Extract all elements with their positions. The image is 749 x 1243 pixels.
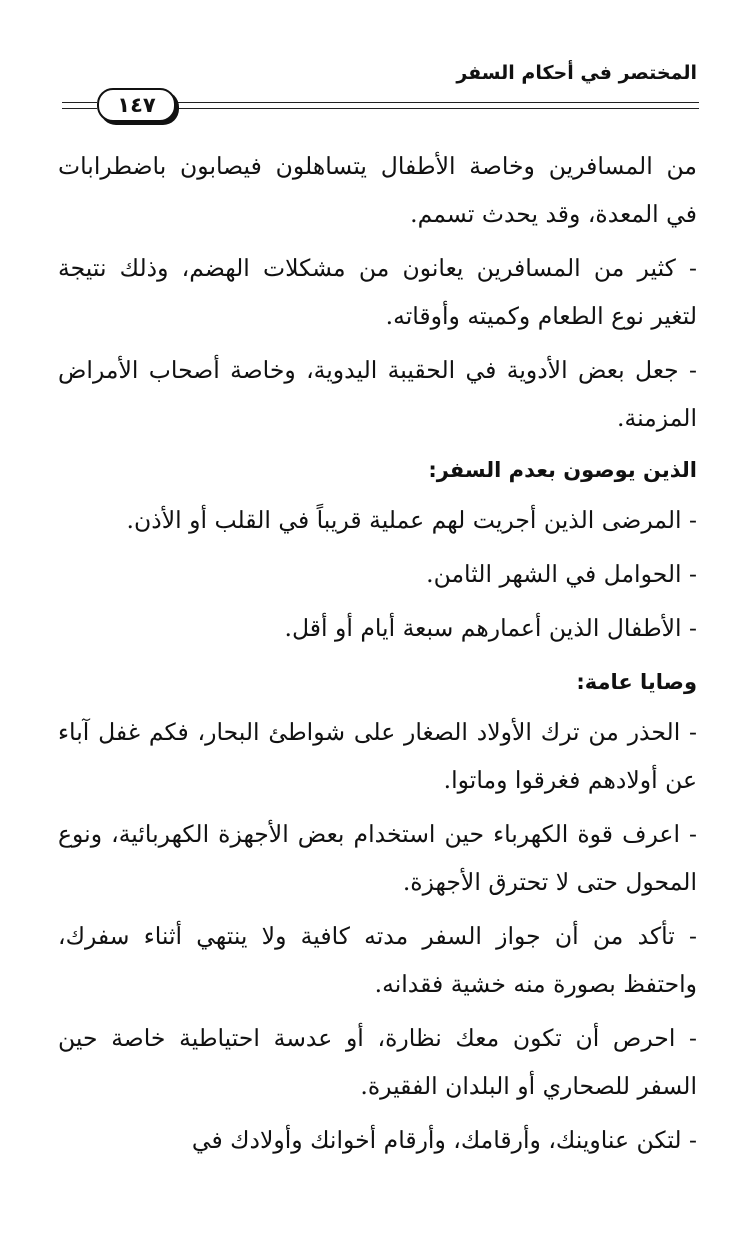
list-item-pregnant: - الحوامل في الشهر الثامن. bbox=[426, 560, 697, 588]
header-rule-left-top bbox=[62, 102, 97, 103]
header-rule-left-bottom bbox=[62, 108, 97, 109]
section-heading-general-advice: وصايا عامة: bbox=[576, 670, 697, 694]
advice-beach: - الحذر من ترك الأولاد الصغار على شواطئ البحار، فكم غفل آباء عن أولادهم فغرقوا وماتوا. bbox=[58, 718, 697, 794]
list-item-infants: - الأطفال الذين أعمارهم سبعة أيام أو أقل. bbox=[284, 614, 697, 642]
section-heading-not-recommended-travel: الذين يوصون بعدم السفر: bbox=[428, 458, 697, 482]
advice-passport: - تأكد من أن جواز السفر مدته كافية ولا ينتهي أثناء سفرك، واحتفظ بصورة منه خشية فقدانه. bbox=[58, 922, 697, 998]
page-number-badge bbox=[97, 88, 176, 122]
paragraph-3: - جعل بعض الأدوية في الحقيبة اليدوية، وخاصة أصحاب الأمراض المزمنة. bbox=[58, 356, 697, 432]
header-rule-bottom bbox=[172, 108, 699, 109]
advice-glasses: - احرص أن تكون معك نظارة، أو عدسة احتياطية خاصة حين السفر للصحاري أو البلدان الفقيرة. bbox=[58, 1024, 697, 1100]
page-body bbox=[58, 142, 697, 1170]
paragraph-2: - كثير من المسافرين يعانون من مشكلات الهضم، وذلك نتيجة لتغير نوع الطعام وكميته وأوقاته. bbox=[58, 254, 697, 330]
running-title: المختصر في أحكام السفر bbox=[456, 62, 697, 84]
list-item-patients: - المرضى الذين أجريت لهم عملية قريباً في القلب أو الأذن. bbox=[126, 506, 697, 534]
advice-addresses: - لتكن عناوينك، وأرقامك، وأرقام أخوانك وأولادك في bbox=[191, 1126, 697, 1154]
paragraph-1: من المسافرين وخاصة الأطفال يتساهلون فيصابون باضطرابات في المعدة، وقد يحدث تسمم. bbox=[58, 152, 697, 228]
page-number: ١٤٧ bbox=[117, 93, 156, 117]
advice-electricity: - اعرف قوة الكهرباء حين استخدام بعض الأجهزة الكهربائية، ونوع المحول حتى لا تحترق الأجهزة. bbox=[58, 820, 697, 896]
header-rule-top bbox=[172, 102, 699, 103]
